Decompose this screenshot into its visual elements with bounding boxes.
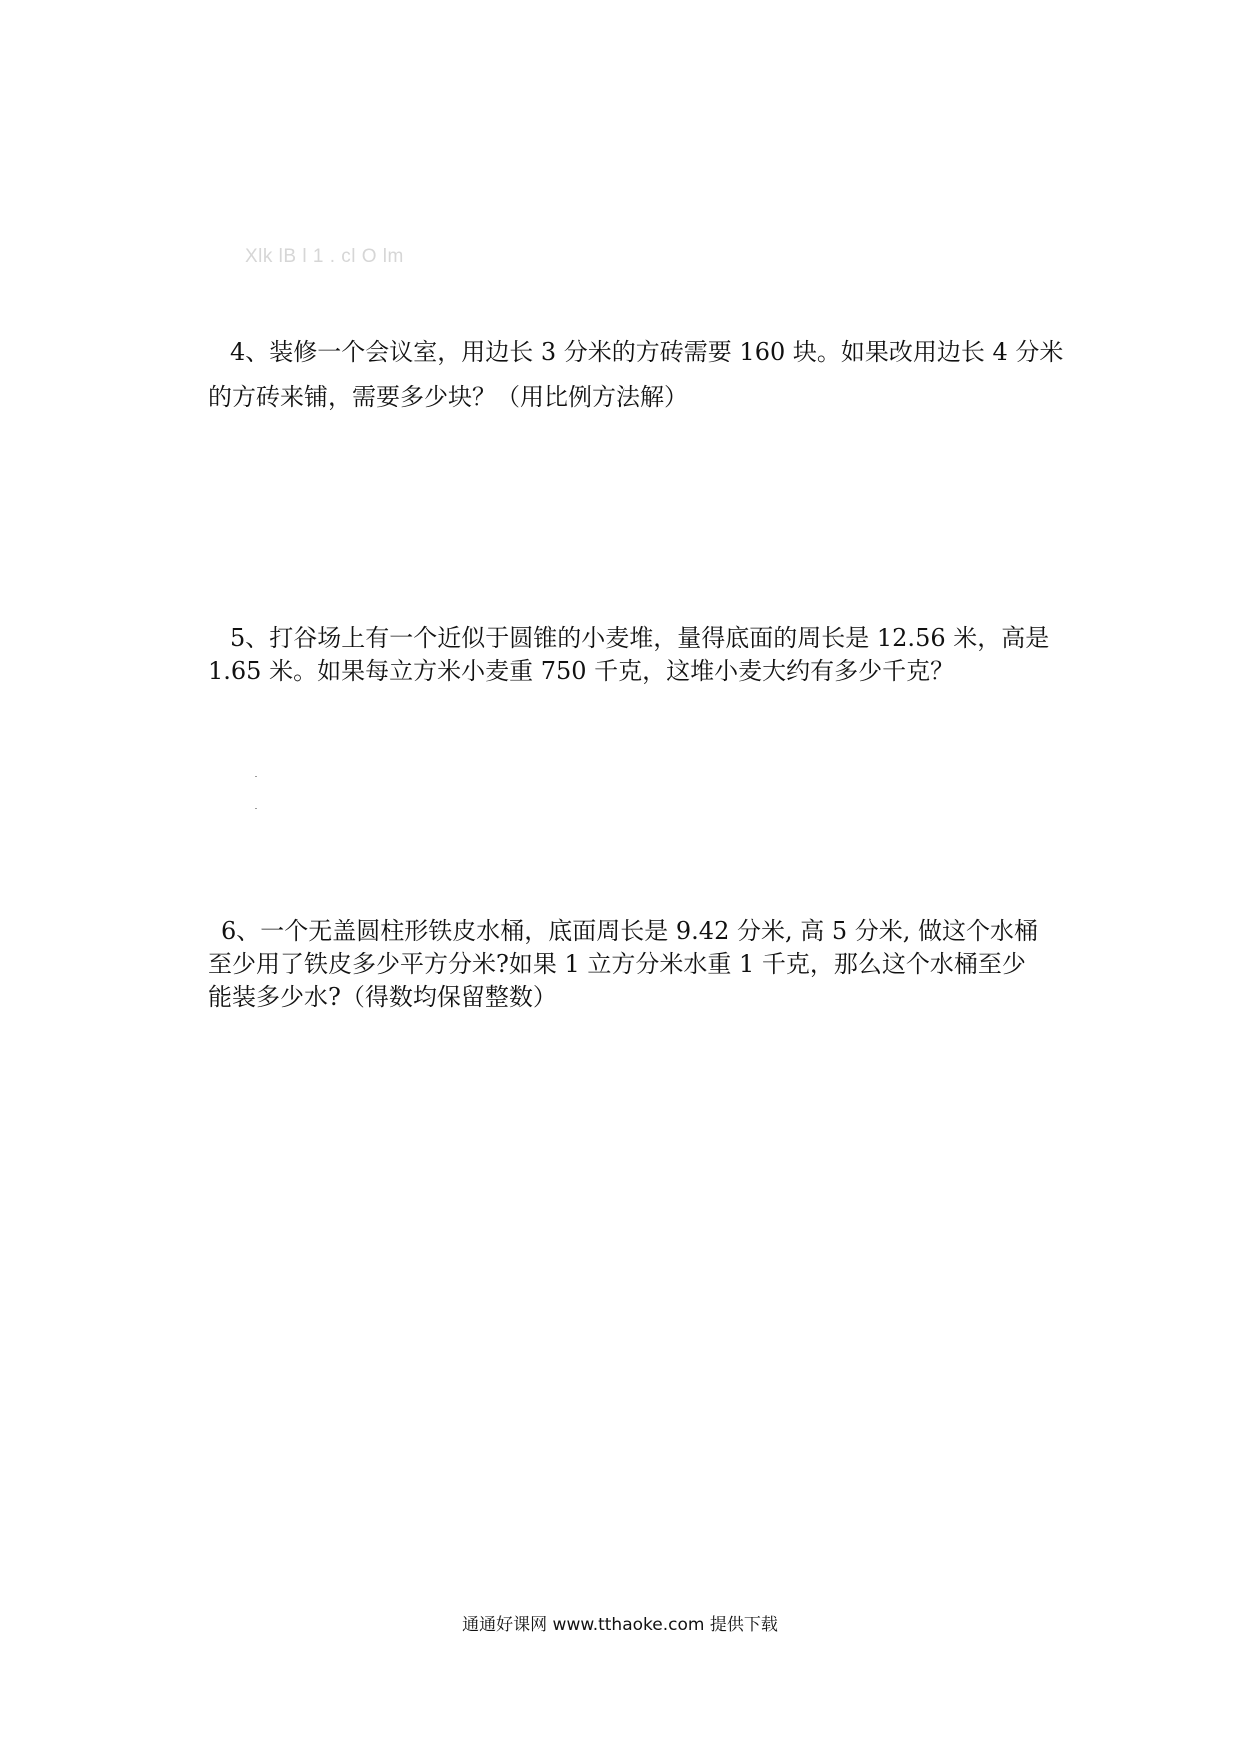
problem-5 — [208, 622, 1088, 688]
problem-4-line-1: 4、装修一个会议室，用边长 3 分米的方砖需要 160 块。如果改用边长 4 分米 — [230, 338, 1064, 366]
footer-source: 通通好课网 www.tthaoke.com 提供下载 — [462, 1615, 778, 1635]
problem-5-line-1: 5、打谷场上有一个近似于圆锥的小麦堆，量得底面的周长是 12.56 米，高是 — [230, 624, 1050, 652]
scan-speck — [255, 776, 257, 777]
watermark-text: Xlk lB l 1 . cl O lm — [245, 246, 404, 267]
problem-6-line-3: 能装多少水?（得数均保留整数） — [208, 983, 557, 1011]
problem-5-line-2: 1.65 米。如果每立方米小麦重 750 千克，这堆小麦大约有多少千克？ — [208, 657, 955, 685]
scan-speck — [255, 808, 257, 809]
problem-4 — [208, 330, 1088, 420]
problem-6 — [208, 915, 1088, 1014]
problem-4-line-2: 的方砖来铺，需要多少块？（用比例方法解） — [208, 383, 688, 411]
problem-6-line-2: 至少用了铁皮多少平方分米?如果 1 立方分米水重 1 千克，那么这个水桶至少 — [208, 950, 1026, 978]
problem-6-line-1: 6、一个无盖圆柱形铁皮水桶，底面周长是 9.42 分米, 高 5 分米, 做这个水桶 — [221, 917, 1039, 945]
